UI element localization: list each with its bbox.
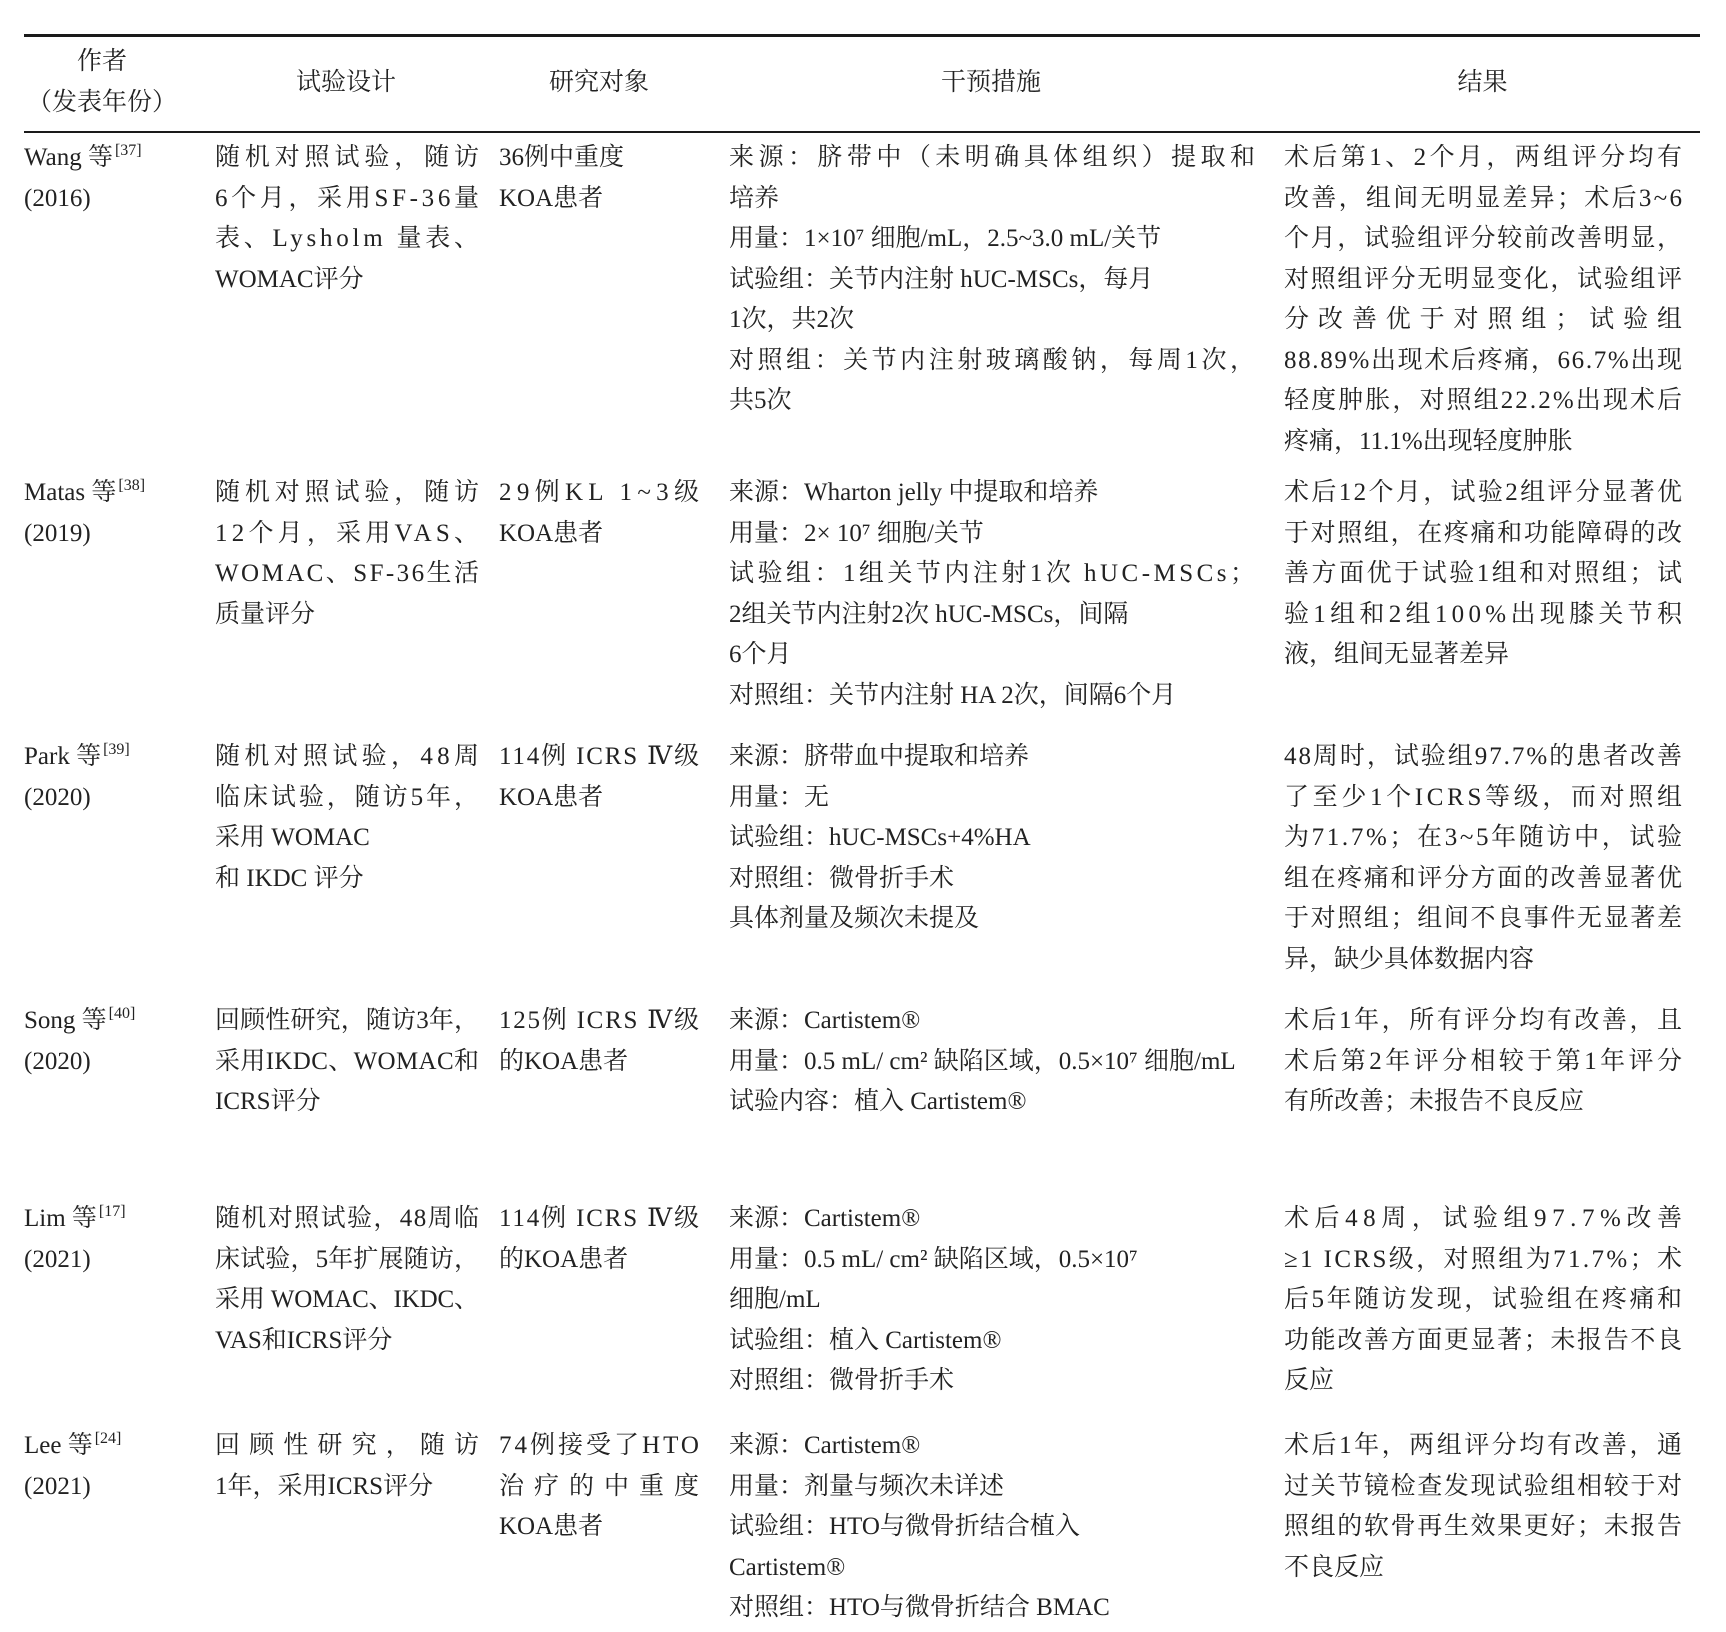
cell-paragraph — [729, 473, 1255, 514]
cell-line — [215, 260, 479, 301]
cell-text: 为71.7%；在3~5年随访中，试验 — [1284, 824, 1685, 851]
cell-text: 对照组：微骨折手术 — [729, 1367, 955, 1394]
cell-paragraph — [1284, 1426, 1685, 1588]
header-label: 研究对象 — [548, 68, 649, 96]
cell-line — [499, 473, 705, 514]
subject-cell — [499, 138, 699, 219]
publication-year: (2021) — [24, 1245, 91, 1273]
cell-paragraph — [729, 1321, 1255, 1362]
cell-line — [499, 1507, 699, 1548]
cell-line — [499, 1001, 699, 1042]
cell-line — [499, 737, 699, 778]
cell-line — [499, 179, 699, 220]
cell-line — [499, 1426, 702, 1467]
cell-text: 于对照组；组间不良事件无显著差 — [1284, 905, 1684, 932]
cell-text: 用量：无 — [729, 783, 830, 811]
cell-text: 6个月，采用SF-36量 — [215, 184, 483, 212]
cell-line — [729, 899, 1255, 940]
cell-paragraph — [215, 1426, 489, 1507]
cell-line — [1284, 737, 1682, 778]
cell-line — [1284, 1001, 1685, 1042]
cell-line — [1284, 1548, 1682, 1589]
design-cell — [215, 737, 484, 899]
cell-text: 验1组和2组100%出现膝关节积 — [1284, 600, 1687, 628]
cell-line — [1284, 1426, 1685, 1467]
result-cell — [1284, 1426, 1685, 1588]
cell-text: 试验组：hUC-MSCs+4%HA — [729, 824, 1031, 851]
cell-text: 用量：0.5 mL/ cm² 缺陷区域，0.5×10⁷ — [729, 1245, 1138, 1273]
author-line — [24, 1199, 204, 1240]
cell-text: 来源：脐带中（未明确具体组织）提取和 — [729, 144, 1260, 171]
cell-line — [729, 1082, 1255, 1123]
cell-line — [729, 1548, 1255, 1589]
publication-year: (2020) — [24, 783, 91, 811]
cell-paragraph — [499, 737, 699, 818]
author-cell — [24, 737, 204, 818]
cell-text: 共5次 — [729, 387, 792, 414]
author-cell — [24, 473, 204, 554]
cell-line — [729, 473, 1255, 514]
reference-marker: [38] — [118, 477, 146, 494]
cell-text: WOMAC、SF-36生活 — [215, 560, 482, 587]
cell-text: KOA患者 — [499, 1513, 604, 1540]
cell-text: 对照组评分无明显变化，试验组评 — [1284, 265, 1684, 293]
author-name: Wang 等 — [24, 144, 113, 171]
cell-text: 用量：0.5 mL/ cm² 缺陷区域，0.5×10⁷ 细胞/mL — [729, 1047, 1236, 1075]
cell-text: 48周时，试验组97.7%的患者改善 — [1284, 743, 1684, 770]
cell-text: 过关节镜检查发现试验组相较于对 — [1284, 1472, 1684, 1500]
cell-paragraph — [729, 818, 1255, 859]
design-cell — [215, 1426, 489, 1507]
cell-line — [1284, 1199, 1688, 1240]
cell-paragraph — [499, 1001, 699, 1082]
cell-line — [729, 219, 1255, 260]
cell-text: 采用 WOMAC、IKDC、 — [215, 1286, 479, 1313]
cell-text: 试验内容：植入 Cartistem® — [729, 1088, 1027, 1115]
cell-paragraph — [729, 899, 1255, 940]
cell-text: 疼痛，11.1%出现轻度肿胀 — [1284, 427, 1573, 455]
cell-line — [1284, 859, 1682, 900]
cell-text: VAS和ICRS评分 — [215, 1326, 393, 1354]
cell-paragraph — [215, 138, 484, 300]
cell-text: 了至少1个ICRS等级，而对照组 — [1284, 783, 1686, 811]
cell-text: 随机对照试验，48周临 — [215, 1205, 481, 1232]
cell-line — [215, 1280, 479, 1321]
cell-line — [729, 381, 1255, 422]
cell-text: 组在疼痛和评分方面的改善显著优 — [1284, 864, 1684, 892]
cell-text: 用量：剂量与频次未详述 — [729, 1472, 1005, 1500]
cell-line — [729, 1361, 1255, 1402]
cell-text: 术后1年，两组评分均有改善，通 — [1284, 1432, 1685, 1459]
cell-paragraph — [729, 1240, 1255, 1321]
cell-paragraph — [499, 473, 705, 554]
cell-text: 后5年随访发现，试验组在疼痛和 — [1284, 1286, 1685, 1313]
cell-line — [1284, 473, 1685, 514]
cell-text: Cartistem® — [729, 1553, 846, 1581]
cell-paragraph — [729, 554, 1259, 676]
cell-text: 细胞/mL — [729, 1286, 821, 1313]
cell-text: 6个月 — [729, 641, 792, 668]
cell-line — [1284, 422, 1682, 463]
cell-text: 反应 — [1284, 1367, 1335, 1394]
cell-paragraph — [729, 1042, 1255, 1083]
cell-line — [1284, 219, 1682, 260]
cell-text: 88.89%出现术后疼痛，66.7%出现 — [1284, 346, 1684, 374]
cell-line — [1284, 778, 1686, 819]
cell-text: ICRS评分 — [215, 1088, 321, 1115]
cell-line — [215, 1082, 479, 1123]
cell-paragraph — [499, 1199, 699, 1280]
cell-text: KOA患者 — [499, 783, 604, 811]
cell-line — [729, 1280, 1255, 1321]
cell-text: 来源：Wharton jelly 中提取和培养 — [729, 479, 1099, 506]
cell-text: 改善，组间无明显差异；术后3~6 — [1284, 184, 1685, 212]
cell-line — [1284, 899, 1682, 940]
design-cell — [215, 1199, 479, 1361]
cell-line — [215, 219, 483, 260]
cell-text: 分改善优于对照组；试验组 — [1284, 306, 1691, 333]
publication-year: (2019) — [24, 519, 91, 547]
author-line — [24, 1426, 204, 1467]
cell-paragraph — [1284, 1001, 1686, 1123]
cell-line — [499, 138, 699, 179]
cell-line — [215, 179, 483, 220]
cell-text: 试验组：HTO与微骨折结合植入 — [729, 1513, 1080, 1540]
publication-year: (2016) — [24, 184, 91, 212]
header-label: 试验设计 — [295, 68, 396, 96]
cell-text: 来源：Cartistem® — [729, 1432, 921, 1459]
result-cell — [1284, 1001, 1686, 1123]
cell-text: 善方面优于试验1组和对照组；试 — [1284, 560, 1685, 587]
cell-line — [729, 1467, 1255, 1508]
author-cell — [24, 138, 204, 219]
publication-year: (2021) — [24, 1472, 91, 1500]
cell-text: 异，缺少具体数据内容 — [1284, 945, 1535, 973]
author-line — [24, 1001, 204, 1042]
reference-marker: [40] — [108, 1005, 136, 1022]
reference-marker: [37] — [114, 142, 142, 159]
subject-cell — [499, 1199, 699, 1280]
cell-line — [215, 778, 482, 819]
cell-text: 轻度肿胀，对照组22.2%出现术后 — [1284, 387, 1685, 414]
author-name: Lim 等 — [24, 1205, 97, 1232]
cell-line — [1284, 341, 1682, 382]
cell-text: 12个月，采用VAS、 — [215, 519, 484, 547]
cell-line — [729, 1199, 1255, 1240]
cell-paragraph — [1284, 473, 1687, 676]
cell-text: 不良反应 — [1284, 1553, 1385, 1581]
cell-paragraph — [729, 138, 1260, 219]
cell-paragraph — [729, 1467, 1255, 1508]
cell-line — [499, 514, 699, 555]
cell-line — [1284, 1082, 1682, 1123]
cell-line — [729, 300, 1255, 341]
cell-line — [1284, 635, 1682, 676]
cell-line — [215, 1199, 479, 1240]
cell-line — [729, 1240, 1255, 1281]
cell-line — [729, 138, 1260, 179]
cell-text: 培养 — [729, 184, 780, 212]
cell-line — [1284, 1467, 1682, 1508]
cell-paragraph — [729, 341, 1259, 422]
subject-cell — [499, 737, 699, 818]
cell-text: 功能改善方面更显著；未报告不良 — [1284, 1326, 1684, 1354]
header-label: 干预措施 — [940, 68, 1041, 96]
cell-line — [215, 1426, 489, 1467]
cell-text: 74例接受了HTO — [499, 1432, 702, 1459]
cell-paragraph — [215, 1199, 479, 1361]
subject-cell — [499, 473, 705, 554]
cell-line — [729, 737, 1255, 778]
cell-paragraph — [729, 1426, 1255, 1467]
cell-text: 来源：Cartistem® — [729, 1007, 921, 1034]
cell-text: 质量评分 — [215, 600, 316, 628]
cell-paragraph — [729, 260, 1255, 341]
cell-paragraph — [729, 1507, 1255, 1588]
cell-line — [1284, 1507, 1682, 1548]
cell-paragraph — [729, 1001, 1255, 1042]
author-line — [24, 737, 204, 778]
cell-text: 术后12个月，试验2组评分显著优 — [1284, 479, 1685, 506]
cell-text: 和 IKDC 评分 — [215, 864, 364, 892]
cell-text: 采用 WOMAC — [215, 824, 370, 851]
cell-paragraph — [499, 1426, 709, 1548]
author-name: Song 等 — [24, 1007, 107, 1034]
cell-line — [215, 473, 484, 514]
cell-text: 术后1年，所有评分均有改善，且 — [1284, 1007, 1685, 1034]
cell-line — [1284, 300, 1691, 341]
cell-line — [1284, 514, 1682, 555]
cell-line — [729, 778, 1255, 819]
cell-paragraph — [729, 778, 1255, 819]
author-cell — [24, 1426, 204, 1507]
author-name: Park 等 — [24, 743, 102, 770]
cell-line — [729, 341, 1259, 382]
cell-line — [499, 1240, 699, 1281]
author-cell — [24, 1001, 204, 1082]
cell-text: 试验组：1组关节内注射1次 hUC-MSCs； — [729, 560, 1259, 587]
cell-text: 床试验，5年扩展随访， — [215, 1245, 480, 1273]
cell-text: 来源：脐带血中提取和培养 — [729, 743, 1030, 770]
cell-line — [729, 260, 1255, 301]
intervention-cell — [729, 1001, 1255, 1123]
author-name: Lee 等 — [24, 1432, 93, 1459]
cell-line — [1284, 1321, 1682, 1362]
cell-line — [215, 1321, 479, 1362]
cell-text: 114例 ICRS Ⅳ级 — [499, 743, 701, 770]
cell-text: 随机对照试验，随访 — [215, 479, 484, 506]
reference-marker: [39] — [103, 741, 130, 758]
cell-text: 对照组：微骨折手术 — [729, 864, 955, 892]
cell-line — [729, 514, 1255, 555]
cell-line — [1284, 940, 1682, 981]
intervention-cell — [729, 737, 1255, 940]
cell-paragraph — [729, 1361, 1255, 1402]
cell-line — [215, 1467, 479, 1508]
cell-line — [215, 818, 479, 859]
cell-line — [729, 818, 1255, 859]
intervention-cell — [729, 138, 1260, 422]
cell-line — [499, 778, 699, 819]
cell-line — [215, 514, 484, 555]
subject-cell — [499, 1426, 709, 1548]
cell-line — [1284, 381, 1685, 422]
reference-marker: [24] — [94, 1430, 122, 1447]
reference-marker: [17] — [98, 1203, 126, 1220]
cell-line — [729, 1588, 1255, 1629]
cell-text: 试验组：关节内注射 hUC-MSCs，每月 — [729, 265, 1154, 293]
cell-text: 用量：1×10⁷ 细胞/mL，2.5~3.0 mL/关节 — [729, 225, 1162, 252]
cell-text: 试验组：植入 Cartistem® — [729, 1326, 1002, 1354]
result-cell — [1284, 737, 1686, 980]
cell-line — [1284, 260, 1682, 301]
cell-text: WOMAC评分 — [215, 265, 364, 293]
cell-paragraph — [729, 737, 1255, 778]
cell-paragraph — [215, 737, 484, 899]
design-cell — [215, 1001, 479, 1123]
cell-line — [215, 737, 484, 778]
cell-text: 采用IKDC、WOMAC和 — [215, 1047, 480, 1075]
cell-text: 29例KL 1~3级 — [499, 479, 705, 506]
cell-line — [215, 1001, 479, 1042]
intervention-cell — [729, 473, 1259, 716]
result-cell — [1284, 138, 1691, 462]
publication-year: (2020) — [24, 1047, 91, 1075]
subject-cell — [499, 1001, 699, 1082]
cell-text: 表、Lysholm 量表、 — [215, 225, 483, 252]
cell-paragraph — [729, 1082, 1255, 1123]
cell-text: 个月，试验组评分较前改善明显， — [1284, 225, 1684, 252]
cell-line — [729, 1507, 1255, 1548]
cell-text: ≥1 ICRS级，对照组为71.7%；术 — [1284, 1245, 1685, 1273]
author-line — [24, 138, 204, 179]
cell-text: 液，组间无显著差异 — [1284, 641, 1510, 668]
cell-paragraph — [729, 514, 1255, 555]
design-cell — [215, 138, 484, 300]
cell-line — [729, 595, 1255, 636]
cell-line — [1284, 1361, 1682, 1402]
cell-line — [1284, 1240, 1685, 1281]
cell-paragraph — [729, 1199, 1255, 1240]
result-cell — [1284, 473, 1687, 676]
cell-paragraph — [499, 138, 699, 219]
cell-line — [1284, 818, 1685, 859]
cell-text: 临床试验，随访5年， — [215, 783, 482, 811]
cell-line — [1284, 179, 1685, 220]
cell-paragraph — [1284, 737, 1686, 980]
cell-text: 回顾性研究，随访 — [215, 1432, 489, 1459]
cell-text: 1次，共2次 — [729, 306, 855, 333]
cell-paragraph — [1284, 1199, 1688, 1402]
cell-text: 于对照组，在疼痛和功能障碍的改 — [1284, 519, 1684, 547]
cell-line — [215, 1240, 479, 1281]
cell-paragraph — [729, 859, 1255, 900]
cell-text: 对照组：关节内注射玻璃酸钠，每周1次， — [729, 346, 1259, 374]
cell-paragraph — [729, 219, 1255, 260]
cell-text: 的KOA患者 — [499, 1245, 629, 1273]
cell-text: 照组的软骨再生效果更好；未报告 — [1284, 1513, 1684, 1540]
cell-paragraph — [729, 1588, 1255, 1629]
cell-text: 术后48周，试验组97.7%改善 — [1284, 1205, 1688, 1232]
cell-text: 对照组：HTO与微骨折结合 BMAC — [729, 1594, 1110, 1621]
cell-text: 具体剂量及频次未提及 — [729, 905, 980, 932]
cell-text: 治疗的中重度 — [499, 1472, 709, 1500]
cell-line — [729, 1001, 1255, 1042]
cell-text: 2组关节内注射2次 hUC-MSCs，间隔 — [729, 600, 1129, 628]
cell-line — [729, 1321, 1255, 1362]
cell-text: 随机对照试验，随访 — [215, 144, 484, 171]
cell-line — [729, 676, 1255, 717]
cell-line — [729, 554, 1259, 595]
cell-line — [729, 1426, 1255, 1467]
cell-line — [1284, 554, 1685, 595]
cell-line — [1284, 595, 1687, 636]
cell-line — [499, 1467, 709, 1508]
cell-text: 114例 ICRS Ⅳ级 — [499, 1205, 701, 1232]
cell-line — [499, 1042, 699, 1083]
author-name: Matas 等 — [24, 479, 117, 506]
cell-line — [1284, 138, 1686, 179]
cell-text: KOA患者 — [499, 519, 604, 547]
cell-text: 回顾性研究，随访3年， — [215, 1007, 480, 1034]
cell-text: 的KOA患者 — [499, 1047, 629, 1075]
author-line — [24, 473, 204, 514]
cell-line — [499, 1199, 699, 1240]
cell-line — [215, 595, 479, 636]
cell-line — [729, 1042, 1255, 1083]
cell-line — [729, 179, 1255, 220]
header-label: 结果 — [1457, 68, 1508, 96]
cell-line — [215, 554, 482, 595]
cell-line — [215, 859, 479, 900]
cell-text: 对照组：关节内注射 HA 2次，间隔6个月 — [729, 681, 1177, 709]
cell-text: 术后第1、2个月，两组评分均有 — [1284, 144, 1686, 171]
cell-text: 36例中重度 — [499, 144, 625, 171]
cell-paragraph — [215, 1001, 479, 1123]
result-cell — [1284, 1199, 1688, 1402]
cell-text: 125例 ICRS Ⅳ级 — [499, 1007, 701, 1034]
cell-line — [215, 138, 484, 179]
cell-line — [729, 635, 1255, 676]
cell-text: 1年，采用ICRS评分 — [215, 1472, 434, 1500]
header-sublabel: （发表年份） — [26, 89, 177, 116]
cell-text: 术后第2年评分相较于第1年评分 — [1284, 1047, 1686, 1075]
cell-paragraph — [1284, 138, 1691, 462]
cell-paragraph — [215, 473, 484, 635]
header-label: 作者 — [76, 48, 127, 75]
cell-text: 用量：2× 10⁷ 细胞/关节 — [729, 519, 984, 547]
cell-line — [729, 859, 1255, 900]
cell-text: KOA患者 — [499, 184, 604, 212]
cell-paragraph — [729, 676, 1255, 717]
intervention-cell — [729, 1199, 1255, 1402]
design-cell — [215, 473, 484, 635]
cell-text: 有所改善；未报告不良反应 — [1284, 1088, 1585, 1115]
intervention-cell — [729, 1426, 1255, 1629]
cell-text: 随机对照试验，48周 — [215, 743, 484, 770]
cell-line — [215, 1042, 479, 1083]
author-cell — [24, 1199, 204, 1280]
cell-line — [1284, 1280, 1685, 1321]
cell-line — [1284, 1042, 1686, 1083]
cell-text: 来源：Cartistem® — [729, 1205, 921, 1232]
